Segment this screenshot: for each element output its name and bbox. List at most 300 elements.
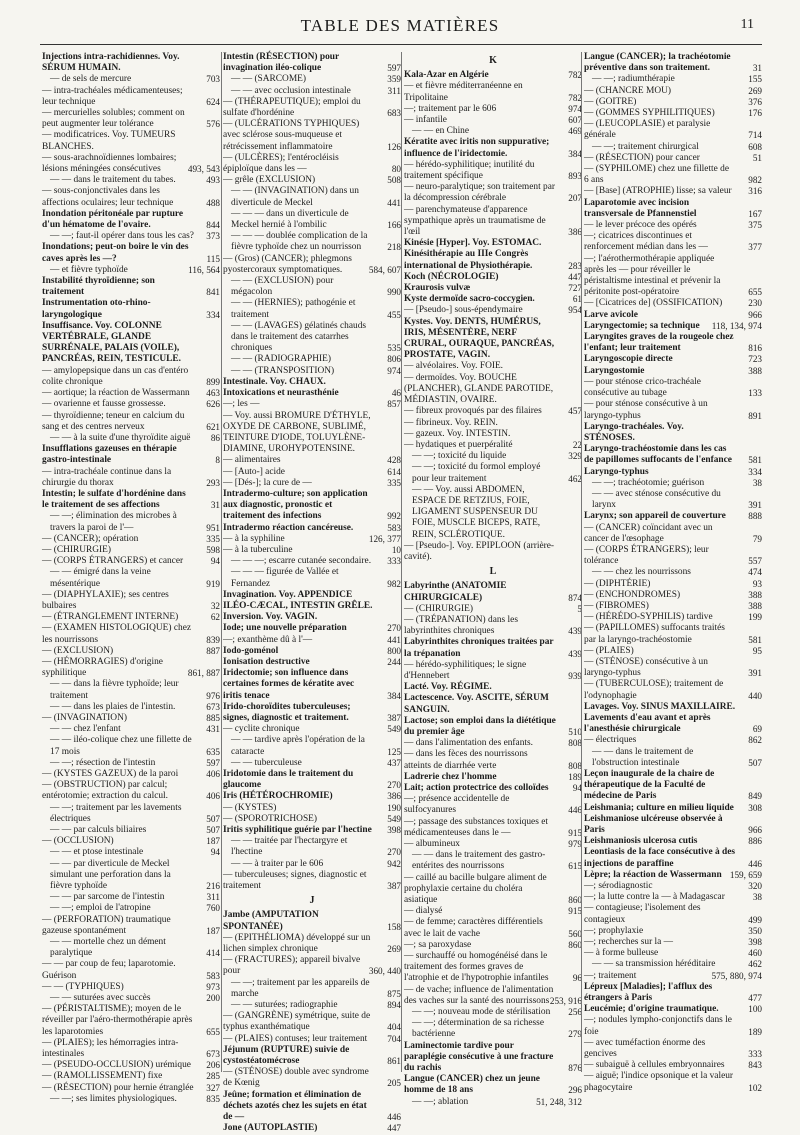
index-entry	[42, 534, 220, 545]
entry-text: — caillé au bacille bulgare aliment de prophylaxie certaine du choléra asiatique	[404, 872, 547, 906]
index-entry	[42, 713, 220, 724]
entry-page-ref: 584, 607	[368, 264, 401, 275]
entry-text: —; exanthème dû à l'—	[223, 634, 313, 645]
index-entry	[404, 272, 582, 283]
entry-text: —; prophylaxie	[584, 925, 644, 936]
index-entry	[223, 175, 401, 186]
entry-text: — — (LAVAGES) gélatinés chauds dans le traitement des catarrhes chroniques	[231, 320, 367, 354]
index-entry	[223, 399, 401, 410]
entry-text: — (PSEUDO-OCCLUSION) urémique	[42, 1060, 191, 1071]
entry-text: — intra-trachéales médicamenteuses; leur technique	[42, 85, 183, 107]
entry-page-ref: 841	[206, 287, 220, 298]
index-entry	[42, 489, 220, 511]
entry-page-ref: 875	[387, 988, 401, 999]
entry-text: — fibrineux. Voy. REIN.	[404, 417, 498, 428]
entry-page-ref: 886	[748, 836, 762, 847]
entry-text: Leishmaniose ulcéreuse observée à Paris	[584, 813, 723, 836]
index-entry	[404, 917, 582, 939]
entry-text: —; présence accidentelle de sulfocyanures	[404, 794, 510, 816]
entry-text: — — —; escarre cutanée secondaire.	[231, 556, 372, 567]
index-entry	[584, 321, 762, 332]
entry-page-ref: 463	[206, 388, 220, 399]
entry-text: — (CANCER) coïncidant avec un cancer de l'œsophage	[584, 522, 713, 544]
index-entry	[42, 52, 220, 74]
entry-page-ref: 549	[387, 813, 401, 824]
entry-text: —; sérodiagnostic	[584, 881, 653, 892]
index-entry	[42, 735, 220, 757]
entry-text: — (PAPILLOMES) suffocants traités par la laryngo-trachéostomie	[584, 623, 725, 645]
entry-page-ref: 189	[748, 1026, 762, 1037]
entry-text: — (CORPS ÉTRANGERS) et cancer	[42, 556, 184, 567]
index-entry	[223, 635, 401, 646]
index-entry	[584, 354, 762, 365]
entry-text: —; traitement par le 606	[404, 103, 497, 114]
entry-page-ref: 388	[748, 600, 762, 611]
entry-page-ref: 406	[206, 791, 220, 802]
entry-text: — sous-conjonctivales dans les affections oculaires; leur technique	[42, 186, 174, 208]
entry-text: Irido-choroïdites tuberculeuses; signes, diagnostic et traitement.	[223, 701, 351, 723]
entry-text: Laryngites graves de la rougeole chez l'enfant; leur traitement	[584, 332, 734, 354]
entry-page-ref: 206	[206, 1060, 220, 1071]
entry-page-ref: 373	[206, 231, 220, 242]
index-entry	[42, 231, 220, 242]
index-entry	[404, 418, 582, 429]
entry-text: — hydatiques et puerpéralité	[404, 439, 513, 450]
entry-page-ref: 334	[206, 309, 220, 320]
entry-text: — (FIBROMES)	[584, 600, 649, 611]
entry-page-ref: 942	[387, 858, 401, 869]
entry-page-ref: 966	[748, 309, 762, 320]
index-entry	[404, 305, 582, 316]
entry-page-ref: 244	[387, 656, 401, 667]
entry-text: Intestin; le sulfate d'hordénine dans le traitement de ses affections	[42, 488, 186, 511]
entry-text: Lépreux [Maladies]; l'afflux des étrangers à Paris	[584, 981, 713, 1004]
index-entry	[223, 1034, 401, 1045]
index-entry	[584, 86, 762, 97]
index-entry	[223, 74, 401, 85]
entry-text: Labyrinthites chroniques traitées par la trépanation	[404, 637, 554, 659]
entry-page-ref: 549	[387, 724, 401, 735]
entry-text: — hérédo-syphilitique; inutilité du traitement spécifique	[404, 159, 535, 182]
index-entry	[223, 478, 401, 489]
entry-text: — et fièvre méditerranéenne en Tripolitaine	[404, 81, 523, 103]
entry-text: — (ULCÈRES); l'entérocléisis épiploïque dans les —	[223, 152, 339, 175]
entry-text: Koch (NÉCROLOGIE)	[404, 271, 499, 282]
entry-page-ref: 488	[206, 197, 220, 208]
entry-text: — — — dans un diverticule de Meckel hernié à l'ombilic	[231, 208, 349, 231]
index-entry	[404, 660, 582, 682]
index-entry	[584, 971, 762, 982]
entry-text: Kinésie [Hyper]. Voy. ESTOMAC.	[404, 238, 542, 249]
entry-text: — dans les fèces des nourrissons atteints de diarrhée verte	[404, 749, 528, 771]
index-entry	[42, 74, 220, 85]
entry-text: — — émigré dans la veine mésentérique	[50, 567, 151, 589]
entry-page-ref: 270	[387, 623, 401, 634]
entry-page-ref: 581	[748, 455, 762, 466]
index-entry	[404, 70, 582, 81]
entry-page-ref: 446	[748, 858, 762, 869]
entry-page-ref: 158	[387, 921, 401, 932]
entry-text: — alvéolaires. Voy. FOIE.	[404, 361, 504, 372]
index-entry	[42, 859, 220, 893]
entry-text: — — (TYPHIQUES)	[42, 981, 124, 992]
entry-text: — — par calculs biliaires	[50, 825, 147, 836]
entry-page-ref: 285	[206, 1071, 220, 1082]
entry-text: — et fièvre typhoïde	[50, 264, 128, 275]
entry-page-ref: 94	[210, 556, 220, 567]
running-title: TABLE DES MATIÈRES	[300, 16, 500, 35]
entry-page-ref: 816	[748, 343, 762, 354]
entry-page-ref: 333	[387, 556, 401, 567]
entry-text: — (SYPHILOME) chez une fillette de 6 ans	[584, 164, 730, 186]
index-entry	[584, 377, 762, 399]
entry-text: Intoxications et neurasthénie	[223, 388, 339, 399]
entry-text: — (INVAGINATION)	[42, 712, 127, 723]
entry-text: — (CHIRURGIE)	[404, 603, 474, 614]
index-entry	[584, 119, 762, 141]
entry-page-ref: 200	[206, 993, 220, 1004]
index-entry	[404, 81, 582, 103]
entry-page-ref: 428	[387, 455, 401, 466]
entry-text: Laryngo-trachéostomie dans les cas de papillomes suffocants de l'enfance	[584, 444, 732, 466]
entry-page-ref: 230	[748, 298, 762, 309]
index-entry	[404, 238, 582, 249]
entry-page-ref: 391	[748, 668, 762, 679]
entry-page-ref: 31	[752, 63, 762, 74]
entry-text: —; cicatrices discontinues et renforcement médian dans les —	[584, 231, 708, 253]
index-entry	[42, 1094, 220, 1105]
entry-page-ref: 329	[568, 451, 582, 462]
entry-text: Langue (CANCER); la trachéotomie préventive dans son traitement.	[584, 52, 731, 74]
index-entry	[42, 825, 220, 836]
index-entry	[404, 817, 582, 839]
entry-text: — (OBSTRUCTION) par calcul; entérotomie; extraction du calcul.	[42, 780, 168, 802]
index-column-4	[584, 52, 762, 1093]
entry-text: Jéjunum (RUPTURE) suivie de cystostéatomécrose	[223, 1044, 350, 1067]
index-entry	[42, 467, 220, 489]
entry-page-ref: 62	[210, 612, 220, 623]
entry-page-ref: 876	[568, 1063, 582, 1074]
index-entry	[584, 590, 762, 601]
entry-page-ref: 835	[206, 1093, 220, 1104]
entry-text: — (Gros) (CANCER); phlegmons pyostercoraux symptomatiques.	[223, 253, 352, 275]
entry-text: Leishmaniosis ulcerosa cutis	[584, 836, 698, 847]
entry-page-ref: 10	[391, 544, 401, 555]
entry-text: Laryngoscopie directe	[584, 354, 673, 365]
entry-text: Intestinale. Voy. CHAUX.	[223, 376, 326, 387]
index-entry	[404, 716, 582, 738]
entry-text: Insufflations gazeuses en thérapie gastro-intestinale	[42, 444, 177, 466]
entry-text: — (RÉSECTION) pour cancer	[584, 152, 700, 163]
entry-page-ref: 439	[568, 648, 582, 659]
index-entry	[584, 523, 762, 545]
entry-text: — —; résection de l'intestin	[50, 757, 156, 768]
entry-page-ref: 727	[568, 283, 582, 294]
entry-page-ref: 386	[568, 227, 582, 238]
entry-text: Lavages. Voy. SINUS MAXILLAIRE.	[584, 701, 736, 712]
entry-page-ref: 808	[568, 760, 582, 771]
index-entry	[42, 153, 220, 175]
page-number: 11	[740, 17, 754, 32]
index-entry	[42, 892, 220, 903]
index-column-1	[42, 52, 220, 1104]
index-entry	[584, 579, 762, 590]
entry-page-ref: 499	[748, 914, 762, 925]
index-entry	[404, 1041, 582, 1075]
index-entry	[584, 881, 762, 892]
index-entry	[223, 523, 401, 534]
entry-page-ref: 118, 134, 974	[711, 320, 762, 331]
entry-text: — (FRACTURES); appareil bivalve pour	[223, 955, 361, 977]
index-entry	[404, 541, 582, 563]
entry-page-ref: 167	[748, 208, 762, 219]
index-entry	[584, 646, 762, 657]
entry-page-ref: 398	[748, 937, 762, 948]
entry-text: — (RAMOLLISSEMENT) fixe	[42, 1071, 163, 1082]
entry-page-ref: 954	[568, 305, 582, 316]
entry-text: — (THÉRAPEUTIQUE); emploi du sulfate d'hordénine	[223, 96, 361, 119]
entry-page-ref: 391	[748, 500, 762, 511]
index-entry	[42, 186, 220, 208]
entry-page-ref: 100	[748, 1004, 762, 1015]
entry-page-ref: 189	[568, 771, 582, 782]
index-entry	[223, 231, 401, 253]
index-entry	[404, 783, 582, 794]
index-entry	[584, 52, 762, 74]
index-entry	[404, 637, 582, 659]
entry-page-ref: 94	[210, 847, 220, 858]
entry-text: — (ENCHONDROMES)	[584, 589, 681, 600]
entry-text: — —; toxicité du formol employé pour leur traitement	[412, 462, 541, 484]
entry-page-ref: 155	[748, 74, 762, 85]
entry-text: Jambe (AMPUTATION SPONTANÉE)	[223, 910, 319, 932]
index-entry	[42, 130, 220, 152]
entry-page-ref: 982	[387, 578, 401, 589]
index-entry	[404, 451, 582, 462]
section-letter: L	[489, 566, 497, 578]
entry-text: —; passage des substances toxiques et médicamenteuses dans le —	[404, 816, 548, 838]
entry-page-ref: 806	[387, 354, 401, 365]
entry-text: — —; ses limites physiologiques.	[50, 1093, 177, 1104]
index-entry	[584, 623, 762, 645]
index-entry	[584, 679, 762, 701]
index-column-3	[404, 52, 582, 1107]
entry-text: — (TUBERCULOSE); traitement de l'odynophagie	[584, 679, 724, 701]
index-entry	[42, 444, 220, 466]
entry-page-ref: 560	[568, 928, 582, 939]
entry-page-ref: 133	[748, 388, 762, 399]
entry-text: — Voy. aussi BROMURE D'ÉTHYLE, OXYDE DE CARBONE, SUBLIMÉ, TEINTURE D'IODE, TOLUYLÈNE-DIAMINE, UROHYPOTENSINE.	[223, 410, 371, 455]
index-entry	[584, 511, 762, 522]
entry-text: —; l'aérothermothérapie appliquée après les — pour réveiller le péristaltisme intestinal et prévenir la péritonite post-opératoire	[584, 253, 721, 298]
entry-page-ref: 861	[387, 1056, 401, 1067]
entry-text: — — suturées avec succès	[50, 993, 151, 1004]
entry-text: —; les —	[223, 399, 260, 410]
entry-page-ref: 398	[387, 825, 401, 836]
index-entry	[584, 814, 762, 836]
entry-page-ref: 462	[748, 959, 762, 970]
index-entry	[584, 444, 762, 466]
index-entry	[42, 86, 220, 108]
entry-page-ref: 218	[387, 242, 401, 253]
entry-page-ref: 462	[568, 473, 582, 484]
index-entry	[584, 870, 762, 881]
entry-page-ref: 673	[206, 701, 220, 712]
index-entry	[404, 294, 582, 305]
index-entry	[404, 873, 582, 907]
entry-text: — — (RADIOGRAPHIE)	[231, 354, 331, 365]
entry-page-ref: 899	[206, 376, 220, 387]
entry-text: Laminectomie tardive pour paraplégie consécutive à une fracture du rachis	[404, 1040, 554, 1074]
entry-text: — — — figurée de Vallée et Fernandez	[231, 567, 339, 589]
index-entry	[223, 657, 401, 668]
entry-page-ref: 583	[387, 522, 401, 533]
entry-page-ref: 387	[387, 712, 401, 723]
index-entry	[404, 406, 582, 417]
entry-text: — (EXCLUSION)	[42, 645, 114, 656]
index-entry	[223, 556, 401, 567]
entry-text: Instrumentation oto-rhino-laryngologique	[42, 298, 151, 320]
index-entry	[584, 186, 762, 197]
entry-text: Instabilité thyroïdienne; son traitement	[42, 276, 155, 298]
index-entry	[584, 164, 762, 186]
entry-text: Lacté. Voy. RÉGIME.	[404, 682, 492, 693]
entry-text: Kératite avec iritis non suppurative; influence de l'iridectomie.	[404, 137, 550, 159]
entry-page-ref: 598	[206, 544, 220, 555]
index-entry	[404, 462, 582, 484]
entry-text: Iode; une nouvelle préparation	[223, 623, 347, 634]
entry-page-ref: 982	[748, 175, 762, 186]
index-entry	[584, 612, 762, 623]
index-entry	[584, 1060, 762, 1071]
entry-text: — — (INVAGINATION) dans un diverticule de Meckel	[231, 186, 359, 208]
index-entry	[223, 86, 401, 97]
index-entry	[42, 433, 220, 444]
index-entry	[42, 411, 220, 433]
entry-text: — de vache; influence de l'alimentation des vaches sur la santé des nourrissons	[404, 984, 554, 1006]
index-entry	[42, 623, 220, 645]
entry-page-ref: 79	[752, 533, 762, 544]
entry-text: Inondation péritonéale par rupture d'un hématome de l'ovaire.	[42, 208, 184, 231]
index-entry	[404, 104, 582, 115]
entry-page-ref: 635	[206, 746, 220, 757]
entry-text: — (ULCÉRATIONS TYPHIQUES) avec sclérose sous-muqueuse et rétrécissement inflammatoire	[223, 119, 360, 152]
index-entry	[223, 52, 401, 74]
entry-text: — (HÉRÉDO-SYPHILIS) tardive	[584, 612, 713, 623]
index-entry	[223, 758, 401, 769]
entry-page-ref: 437	[387, 757, 401, 768]
entry-text: Lèpre; la réaction de Wassermann	[584, 869, 722, 880]
entry-text: — (PLAIES) contuses; leur traitement	[223, 1033, 368, 1044]
entry-page-ref: 187	[206, 836, 220, 847]
entry-text: — (EXAMEN HISTOLOGIQUE) chez les nourrissons	[42, 623, 192, 645]
entry-page-ref: 283	[568, 260, 582, 271]
entry-text: — [Cicatrices de] (OSSIFICATION)	[584, 298, 723, 309]
entry-text: Kyste dermoïde sacro-coccygien.	[404, 294, 535, 305]
index-entry	[584, 153, 762, 164]
index-entry	[584, 467, 762, 478]
index-entry	[223, 1123, 401, 1134]
entry-page-ref: 61	[572, 294, 582, 305]
entry-text: — — par coup de feu; laparotomie. Guérison	[42, 959, 176, 981]
entry-text: — gazeux. Voy. INTESTIN.	[404, 428, 511, 439]
entry-page-ref: 857	[387, 399, 401, 410]
entry-text: — (SPOROTRICHOSE)	[223, 813, 318, 824]
index-entry	[42, 242, 220, 264]
index-entry	[584, 198, 762, 220]
entry-page-ref: 575, 880, 974	[711, 970, 762, 981]
entry-text: — (ÉTRANGLEMENT INTERNE)	[42, 612, 179, 623]
entry-page-ref: 581	[748, 634, 762, 645]
index-entry	[404, 160, 582, 182]
column-divider	[401, 52, 402, 1072]
entry-text: — [Dés-]; la cure de —	[223, 477, 312, 488]
entry-text: — (CHIRURGIE)	[42, 544, 112, 555]
entry-page-ref: 557	[748, 556, 762, 567]
entry-page-ref: 939	[568, 670, 582, 681]
entry-text: — hérédo-syphilitiques; le signe d'Hennebert	[404, 659, 527, 681]
index-entry	[223, 646, 401, 657]
index-entry	[42, 567, 220, 589]
entry-page-ref: 31	[210, 500, 220, 511]
entry-text: — (PÉRISTALTISME); moyen de le réveiller par l'aéro-thermothérapie après les laparotomies	[42, 1004, 193, 1037]
entry-text: — — dans le traitement de l'obstruction intestinale	[592, 746, 694, 768]
index-entry	[584, 948, 762, 959]
index-entry	[404, 485, 582, 541]
index-entry	[404, 205, 582, 239]
entry-text: — —; détermination de sa richesse bactérienne	[412, 1018, 544, 1040]
entry-page-ref: 974	[387, 365, 401, 376]
entry-page-ref: 608	[748, 141, 762, 152]
index-entry	[584, 231, 762, 253]
index-entry	[42, 937, 220, 959]
index-entry	[404, 604, 582, 615]
entry-page-ref: 919	[206, 578, 220, 589]
entry-page-ref: 966	[748, 825, 762, 836]
entry-text: — — et ptose intestinale	[50, 847, 144, 858]
index-entry	[223, 321, 401, 355]
index-entry	[223, 814, 401, 825]
entry-text: — dialysé	[404, 906, 443, 917]
entry-text: —; recherches sur la —	[584, 937, 674, 948]
entry-page-ref: 844	[206, 220, 220, 231]
entry-text: — — traitée par l'hectargyre et l'hectine	[231, 836, 348, 858]
entry-text: — —; traitement par les lavements électriques	[50, 802, 182, 824]
entry-text: — surchauffé ou homogénéisé dans le traitement des formes graves de l'atrophie et de l'hypotrophie infantiles	[404, 951, 549, 984]
entry-page-ref: 86	[210, 432, 220, 443]
index-entry	[42, 321, 220, 366]
entry-text: Iris (HÉTÉROCHROMIE)	[223, 791, 333, 802]
entry-page-ref: 849	[748, 791, 762, 802]
index-entry	[223, 534, 401, 545]
index-entry	[223, 1000, 401, 1011]
entry-text: — — à la suite d'une thyroïdite aiguë	[50, 432, 191, 443]
entry-text: —; la lutte contre la — à Madagascar	[584, 892, 725, 903]
index-entry	[404, 682, 582, 693]
header-rule	[40, 44, 762, 45]
entry-page-ref: 187	[206, 925, 220, 936]
entry-text: — (EPITHÉLIOMA) développé sur un lichen simplex chronique	[223, 932, 371, 955]
entry-page-ref: 360, 440	[368, 966, 401, 977]
entry-page-ref: 327	[206, 1082, 220, 1093]
entry-page-ref: 46	[391, 388, 401, 399]
index-entry	[404, 615, 582, 637]
entry-text: — (CORPS ÉTRANGERS); leur tolérance	[584, 544, 709, 567]
entry-text: — —; ablation	[412, 1096, 469, 1107]
entry-page-ref: 269	[387, 944, 401, 955]
index-entry	[584, 489, 762, 511]
entry-page-ref: 974	[568, 103, 582, 114]
